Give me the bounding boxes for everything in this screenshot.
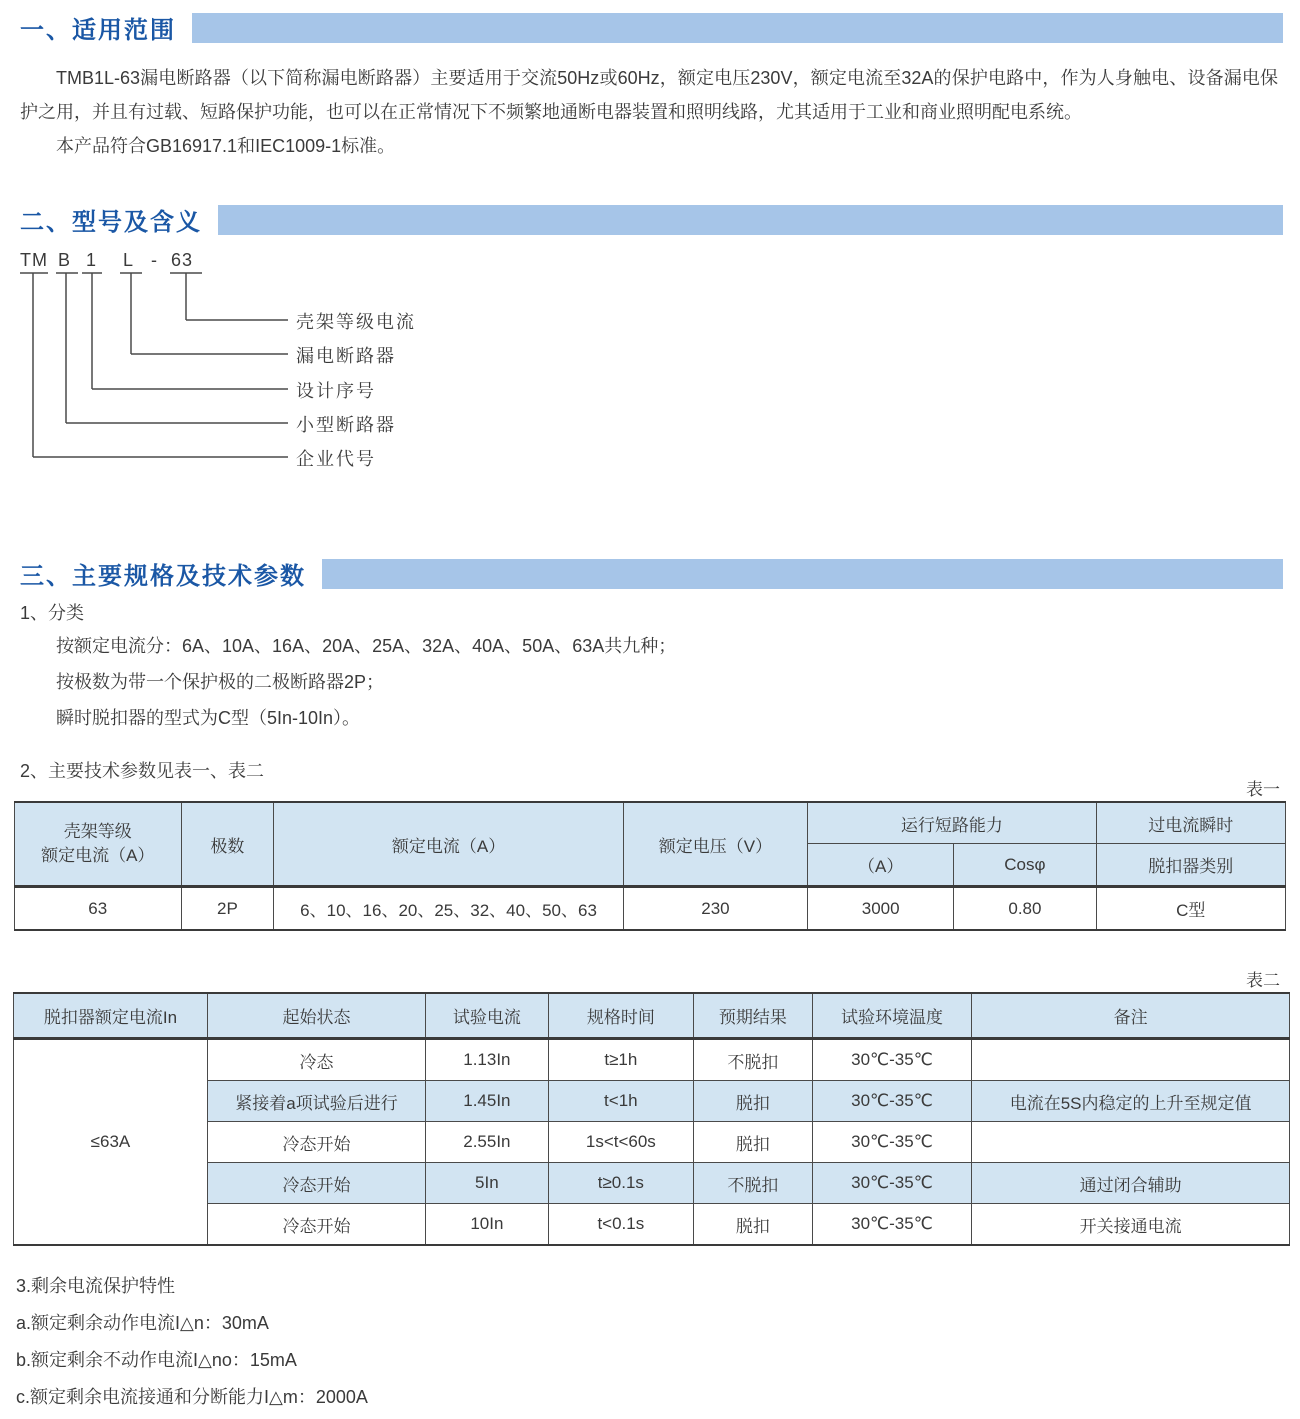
table-cell: 1.13In	[426, 1039, 548, 1081]
table-cell: 电流在5S内稳定的上升至规定值	[972, 1081, 1290, 1122]
table-cell: 冷态开始	[207, 1163, 425, 1204]
table2	[13, 992, 1290, 1246]
table1-header-overcurrent: 过电流瞬时	[1096, 802, 1285, 844]
table-cell: 紧接着a项试验后进行	[207, 1081, 425, 1122]
table-cell: 不脱扣	[694, 1039, 813, 1081]
section-1-header	[20, 10, 1283, 45]
table-cell: t≥0.1s	[548, 1163, 693, 1204]
classification-item: 瞬时脱扣器的型式为C型（5In-10In）。	[56, 708, 361, 728]
model-code-breaker: B	[58, 250, 72, 270]
classification-item: 按极数为带一个保护极的二极断路器2P；	[56, 672, 385, 692]
table-cell: 30℃-35℃	[812, 1122, 971, 1163]
table-cell: 脱扣	[694, 1204, 813, 1246]
model-code-leakage: L	[123, 250, 135, 270]
model-connector-lines	[20, 250, 980, 475]
table2-merged-cell: ≤63A	[14, 1039, 208, 1246]
table-cell: 30℃-35℃	[812, 1163, 971, 1204]
model-label-company-code: 企业代号	[296, 449, 376, 469]
table-cell: 脱扣	[694, 1122, 813, 1163]
table2-header-expected: 预期结果	[694, 993, 813, 1039]
table1-header-poles: 极数	[181, 802, 274, 887]
section-2-header	[20, 202, 1283, 237]
section-1-title-bar	[192, 13, 1283, 43]
table-cell: t<1h	[548, 1081, 693, 1122]
table1-header-sc-cos: Cosφ	[954, 844, 1096, 887]
table-cell: 30℃-35℃	[812, 1081, 971, 1122]
table-cell	[972, 1039, 1290, 1081]
table-row	[14, 1039, 1290, 1081]
residual-heading: 3.剩余电流保护特性	[16, 1276, 176, 1296]
table-cell: 1.45In	[426, 1081, 548, 1122]
table-cell: 10In	[426, 1204, 548, 1246]
section-2-title: 二、型号及含义	[20, 209, 202, 236]
table-cell: 1s<t<60s	[548, 1122, 693, 1163]
table2-header-spec-time: 规格时间	[548, 993, 693, 1039]
table1-cell-poles: 2P	[181, 887, 274, 931]
classification-heading: 1、分类	[20, 603, 85, 623]
residual-item: a.额定剩余动作电流I△n：30mA	[16, 1313, 269, 1333]
table-cell: 30℃-35℃	[812, 1039, 971, 1081]
residual-item: b.额定剩余不动作电流I△no：15mA	[16, 1350, 297, 1370]
table-cell: t≥1h	[548, 1039, 693, 1081]
table1-header-frame-line1: 壳架等级	[63, 822, 132, 841]
intro-block	[20, 61, 1278, 163]
table1-header-trip-type: 脱扣器类别	[1096, 844, 1285, 887]
table-cell	[972, 1122, 1290, 1163]
section-3-title-bar	[322, 559, 1283, 589]
model-code-series: 1	[86, 250, 98, 270]
table1-cell-sc-amp: 3000	[808, 887, 954, 931]
table-cell: 不脱扣	[694, 1163, 813, 1204]
residual-item: c.额定剩余电流接通和分断能力I△m：2000A	[16, 1387, 368, 1407]
model-label-design-series: 设计序号	[296, 381, 376, 401]
table2-header-trip-rated: 脱扣器额定电流In	[14, 993, 208, 1039]
classification-item: 按额定电流分：6A、10A、16A、20A、25A、32A、40A、50A、63A共九种；	[56, 636, 677, 656]
params-heading: 2、主要技术参数见表一、表二	[20, 761, 265, 781]
classification-block	[20, 598, 676, 736]
table1-header-rated-current: 额定电流（A）	[274, 802, 624, 887]
table-row	[14, 993, 1290, 1039]
table-cell: 冷态开始	[207, 1122, 425, 1163]
table1-cell-voltage: 230	[623, 887, 807, 931]
table-cell: 通过闭合辅助	[972, 1163, 1290, 1204]
intro-paragraph-1: TMB1L-63漏电断路器（以下简称漏电断路器）主要适用于交流50Hz或60Hz，额定电压230V，额定电流至32A的保护电路中，作为人身触电、设备漏电保护之用，并且有过载、短路保护功能，也可以在正常情况下不频繁地通断电器装置和照明线路，尤其适用于工业和商业照明配电系统。	[20, 68, 1278, 122]
section-3-title: 三、主要规格及技术参数	[20, 563, 306, 590]
table-cell: 2.55In	[426, 1122, 548, 1163]
table-row	[15, 887, 1286, 931]
table-cell: t<0.1s	[548, 1204, 693, 1246]
table1-cell-trip-type: C型	[1096, 887, 1285, 931]
table-cell: 冷态开始	[207, 1204, 425, 1246]
table-cell: 脱扣	[694, 1081, 813, 1122]
table-cell: 开关接通电流	[972, 1204, 1290, 1246]
model-code-diagram	[20, 250, 980, 475]
table1-header-frame-line2: 额定电流（A）	[41, 846, 155, 865]
model-label-mini-breaker: 小型断路器	[296, 415, 396, 435]
table2-header-test-current: 试验电流	[426, 993, 548, 1039]
model-label-leakage-breaker: 漏电断路器	[296, 346, 396, 366]
intro-paragraph-2: 本产品符合GB16917.1和IEC1009-1标准。	[56, 136, 396, 156]
table1-cell-current: 6、10、16、20、25、32、40、50、63	[274, 887, 624, 931]
table-cell: 30℃-35℃	[812, 1204, 971, 1246]
table-cell: 5In	[426, 1163, 548, 1204]
table1-header-rated-voltage: 额定电压（V）	[623, 802, 807, 887]
table1-header-sc-amp: （A）	[808, 844, 954, 887]
table2-header-initial-state: 起始状态	[207, 993, 425, 1039]
table2-header-ambient: 试验环境温度	[812, 993, 971, 1039]
table1-cell-frame: 63	[15, 887, 182, 931]
table-cell: 冷态	[207, 1039, 425, 1081]
table2-caption: 表二	[1246, 971, 1280, 990]
section-3-header	[20, 556, 1283, 591]
section-2-title-bar	[218, 205, 1283, 235]
model-label-frame-current: 壳架等级电流	[296, 312, 416, 332]
table1-caption: 表一	[1246, 780, 1280, 799]
residual-current-block	[16, 1268, 368, 1416]
section-1-title: 一、适用范围	[20, 17, 176, 44]
table2-header-remark: 备注	[972, 993, 1290, 1039]
model-code-dash: -	[151, 250, 158, 270]
table1-header-short-circuit: 运行短路能力	[808, 802, 1097, 844]
model-code-frame: 63	[171, 250, 194, 270]
table1	[14, 801, 1286, 931]
table1-header-frame-current	[15, 802, 182, 887]
table1-cell-sc-cos: 0.80	[954, 887, 1096, 931]
model-code-company: TM	[20, 250, 48, 270]
